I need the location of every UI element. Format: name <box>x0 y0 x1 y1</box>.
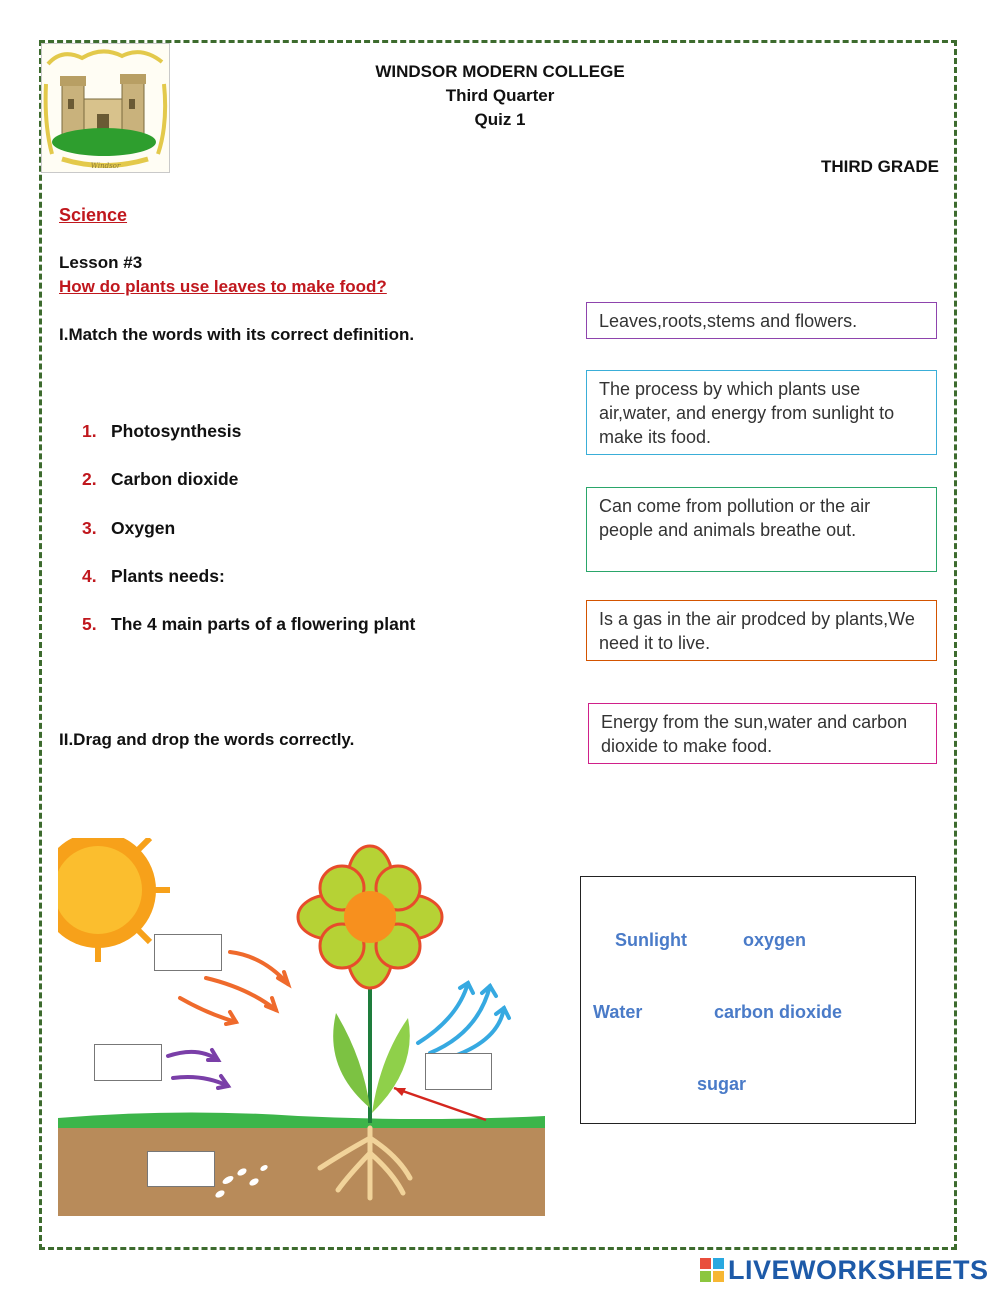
part1-instruction: I.Match the words with its correct definition. <box>59 325 415 344</box>
match-item-5[interactable] <box>82 614 415 635</box>
match-item-4[interactable] <box>82 566 225 587</box>
word-bank <box>580 876 916 1124</box>
flower-icon <box>298 846 442 988</box>
drop-zone-water[interactable] <box>147 1151 215 1187</box>
item-text: The 4 main parts of a flowering plant <box>111 614 416 634</box>
part2-instruction: II.Drag and drop the words correctly. <box>59 730 355 749</box>
match-item-3[interactable] <box>82 518 175 539</box>
definition-text: Can come from pollution or the air people and animals breathe out. <box>599 496 871 540</box>
carbon-dioxide-arrows-icon <box>168 1050 228 1088</box>
item-number: 3. <box>82 518 97 538</box>
definition-box-5[interactable] <box>588 703 937 764</box>
definition-text: Is a gas in the air prodced by plants,We need it to live. <box>599 609 915 653</box>
item-number: 4. <box>82 566 97 586</box>
definition-box-4[interactable] <box>586 600 937 661</box>
match-item-2[interactable] <box>82 469 238 490</box>
quarter-label: Third Quarter <box>445 86 555 105</box>
drop-zone-carbon-dioxide[interactable] <box>94 1044 162 1081</box>
drop-zone-sunlight[interactable] <box>154 934 222 971</box>
definition-text: Energy from the sun,water and carbon dioxide to make food. <box>601 712 908 756</box>
word-sunlight[interactable]: Sunlight <box>615 930 687 950</box>
definition-text: The process by which plants use air,water, and energy from sunlight to make its food. <box>599 379 895 447</box>
oxygen-arrows-icon <box>418 983 509 1060</box>
leaf-left <box>333 1013 370 1108</box>
brand-name: LIVEWORKSHEETS <box>728 1254 989 1285</box>
word-sugar[interactable]: sugar <box>697 1074 747 1094</box>
definition-box-3[interactable] <box>586 487 937 572</box>
definition-box-1[interactable] <box>586 302 937 339</box>
item-text: Photosynthesis <box>111 421 242 441</box>
liveworksheets-icon <box>700 1258 724 1282</box>
school-logo <box>41 43 170 173</box>
lesson-title: How do plants use leaves to make food? <box>59 277 387 296</box>
item-text: Plants needs: <box>111 566 225 586</box>
definition-text: Leaves,roots,stems and flowers. <box>599 311 858 331</box>
grade-label: THIRD GRADE <box>820 157 939 176</box>
liveworksheets-logo <box>700 1255 989 1285</box>
definition-box-2[interactable] <box>586 370 937 455</box>
leaf-right <box>372 1018 410 1113</box>
school-name: WINDSOR MODERN COLLEGE <box>375 62 625 81</box>
soil <box>58 1120 545 1216</box>
item-number: 2. <box>82 469 97 489</box>
word-oxygen[interactable]: oxygen <box>743 930 807 950</box>
plant-diagram <box>58 838 546 1218</box>
match-item-1[interactable] <box>82 421 241 442</box>
word-water[interactable]: Water <box>593 1002 643 1022</box>
item-number: 1. <box>82 421 97 441</box>
item-text: Oxygen <box>111 518 176 538</box>
quiz-label: Quiz 1 <box>474 110 526 129</box>
item-number: 5. <box>82 614 97 634</box>
drop-zone-oxygen[interactable] <box>425 1053 492 1090</box>
leaf-pointer-arrow <box>394 1088 486 1120</box>
logo-caption: Windsor <box>90 162 121 170</box>
subject-title: Science <box>59 205 128 225</box>
lesson-number: Lesson #3 <box>59 253 143 272</box>
word-carbon-dioxide[interactable]: carbon dioxide <box>714 1002 843 1022</box>
item-text: Carbon dioxide <box>111 469 239 489</box>
